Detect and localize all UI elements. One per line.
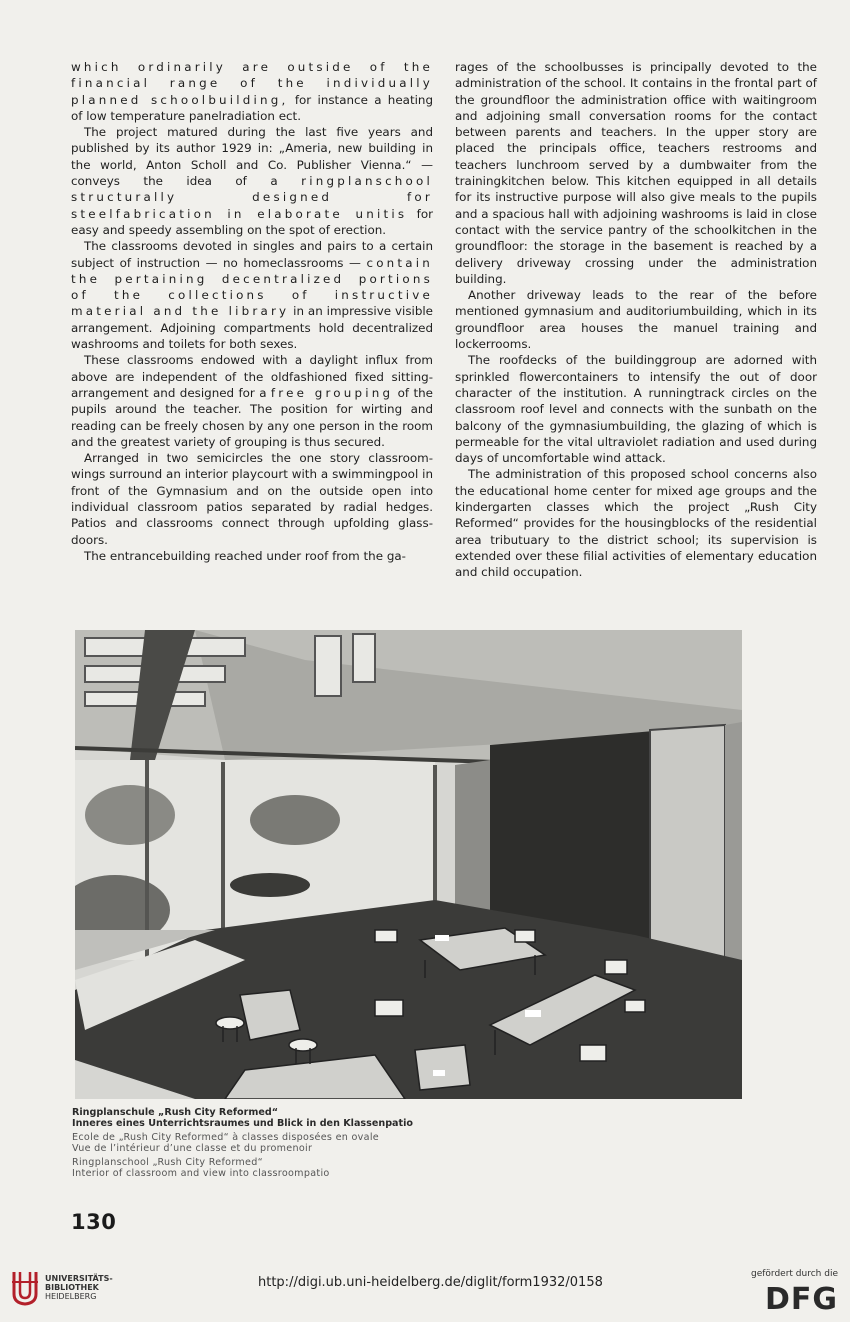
paragraph: Another driveway leads to the rear of the before mentioned gymnasium and auditoriumbuilding, which in its groundfloor area houses the manuel training and lockerrooms.: [455, 288, 817, 352]
dfg-logo: DFG: [764, 1282, 838, 1317]
paragraph: The classrooms devoted in singles and pairs to a certain subject of instruction — no homeclassrooms — contain the pertaining decentralized portions of the collections of instructive material and the library in an impressive visible arrangement. Adjoining compartments hold decentralized washrooms and toilets for both sexes.: [71, 239, 433, 352]
paragraph: which ordinarily are outside of the financial range of the individually planned schoolbuilding, for instance a heating of low temperature panelradiation ect.: [71, 60, 433, 123]
caption-german-subtitle: Inneres eines Unterrichtsraumes und Blick in den Klassenpatio: [72, 1117, 413, 1129]
caption-german-title: Ringplanschule „Rush City Reformed“: [72, 1107, 279, 1118]
paragraph: The project matured during the last five years and published by its author 1929 in: „Ameria, new building in the world, Anton Scholl and Co. Publisher Vienna.“ — conveys the idea of a ringplanschool structurally designed for steelfabrication in elaborate unitis for easy and speedy assembling on the spot of erection.: [71, 125, 433, 237]
university-library-logo-icon: [10, 1270, 40, 1306]
paragraph: The administration of this proposed school concerns also the educational home center for mixed age groups and the kindergarten classes which the project „Rush City Reformed“ provides for the housingblocks of the residential area tributuary to the district school; its supervision is extended over these filial activities of elementary education and child occupation.: [455, 467, 817, 580]
library-name: UNIVERSITÄTS- BIBLIOTHEK HEIDELBERG: [45, 1274, 113, 1301]
funder-label: gefördert durch die: [751, 1269, 838, 1279]
paragraph: The entrancebuilding reached under roof from the ga-: [84, 548, 406, 563]
paragraph: rages of the schoolbusses is principally devoted to the administration of the school. It contains in the frontal part of the groundfloor the administration office with waitingroom and adjoining small conversation rooms for the contact between parents and teachers. In the upper story are placed the principals office, teachers restrooms and teachers lunchroom served by a dumbwaiter from the trainingkitchen below. This kitchen equipped in all details for its instructive purpose will also give meals to the pupils and a spacious hall with adjoining washrooms is laid in close contact with the service pantry of the schoolkitchen in the groundfloor: the storage in the basement is reached by a delivery driveway crossing under the administration building.: [455, 60, 817, 286]
paragraph: Arranged in two semicircles the one story classroom-wings surround an interior playcourt with a swimmingpool in front of the Gymnasium and on the outside open into individual classroom patios separated by radial hedges. Patios and classrooms connect through upfolding glass-doors.: [71, 451, 433, 547]
classroom-rendering: [75, 630, 742, 1099]
left-text-column: [71, 59, 433, 564]
right-text-column: [455, 59, 817, 581]
figure-caption: [72, 1108, 572, 1184]
caption-french-title: Ecole de „Rush City Reformed“ à classes disposées en ovale: [72, 1132, 379, 1144]
classroom-interior-photo: [75, 630, 742, 1099]
page-number: 130: [71, 1210, 117, 1234]
permalink-url[interactable]: http://digi.ub.uni-heidelberg.de/diglit/form1932/0158: [258, 1275, 603, 1290]
caption-english-subtitle: Interior of classroom and view into classroompatio: [72, 1167, 330, 1179]
caption-french-subtitle: Vue de l’intérieur d’une classe et du promenoir: [72, 1142, 313, 1154]
digitization-footer: [0, 1262, 850, 1322]
paragraph: The roofdecks of the buildinggroup are adorned with sprinkled flowercontainers to intensify the out of door character of the institution. A runningtrack circles on the classroom roof level and connects with the sunbath on the balcony of the gymnasiumbuilding, the glazing of which is permeable for the vital ultraviolet radiation and used during days of uncomfortable wind attack.: [455, 353, 817, 466]
paragraph: These classrooms endowed with a daylight influx from above are independent of the oldfashioned fixed sitting-arrangement and designed for a free grouping of the pupils around the teacher. The position for wirting and reading can be freely chosen by any one person in the room and the greatest variety of grouping is thus secured.: [71, 353, 433, 449]
caption-english-title: Ringplanschool „Rush City Reformed“: [72, 1157, 263, 1169]
